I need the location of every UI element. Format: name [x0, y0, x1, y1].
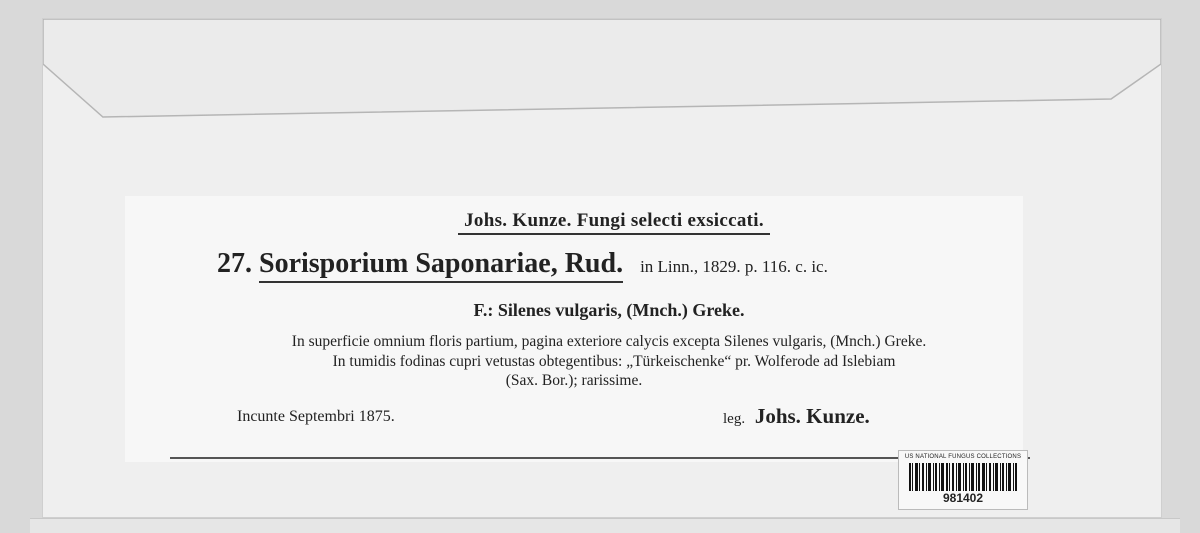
host-line: F.: Silenes vulgaris, (Mnch.) Greke. — [473, 300, 745, 320]
collector-line — [723, 404, 870, 429]
exsiccata-number: 27. — [217, 248, 252, 279]
species-name: Sorisporium Saponariae, Rud. — [259, 248, 623, 283]
description-line-2: In tumidis fodinas cupri vetustas obtegentibus: „Türkeischenke“ pr. Wolferode ad Islebiam — [332, 353, 896, 370]
barcode-label — [898, 450, 1028, 510]
barcode-icon — [909, 463, 1017, 491]
envelope-bottom-strip — [30, 518, 1180, 533]
specimen-label — [125, 196, 1023, 462]
barcode-institution: US NATIONAL FUNGUS COLLECTIONS — [904, 454, 1022, 460]
label-header — [125, 210, 1023, 232]
collection-date: Incunte Septembri 1875. — [237, 408, 395, 425]
description-line-1: In superficie omnium floris partium, pagina exteriore calycis excepta Silenes vulgaris, (Mnch.) Greke. — [291, 333, 927, 350]
barcode-number: 981402 — [942, 491, 984, 505]
species-citation: in Linn., 1829. p. 116. c. ic. — [640, 257, 828, 276]
description-line-3: (Sax. Bor.); rarissime. — [505, 372, 643, 389]
collector-name: Johs. Kunze. — [754, 404, 870, 428]
series-title: Johs. Kunze. Fungi selecti exsiccati. — [458, 210, 770, 235]
species-line — [217, 248, 828, 280]
envelope-flap — [43, 19, 1161, 139]
collector-prefix: leg. — [723, 411, 746, 427]
